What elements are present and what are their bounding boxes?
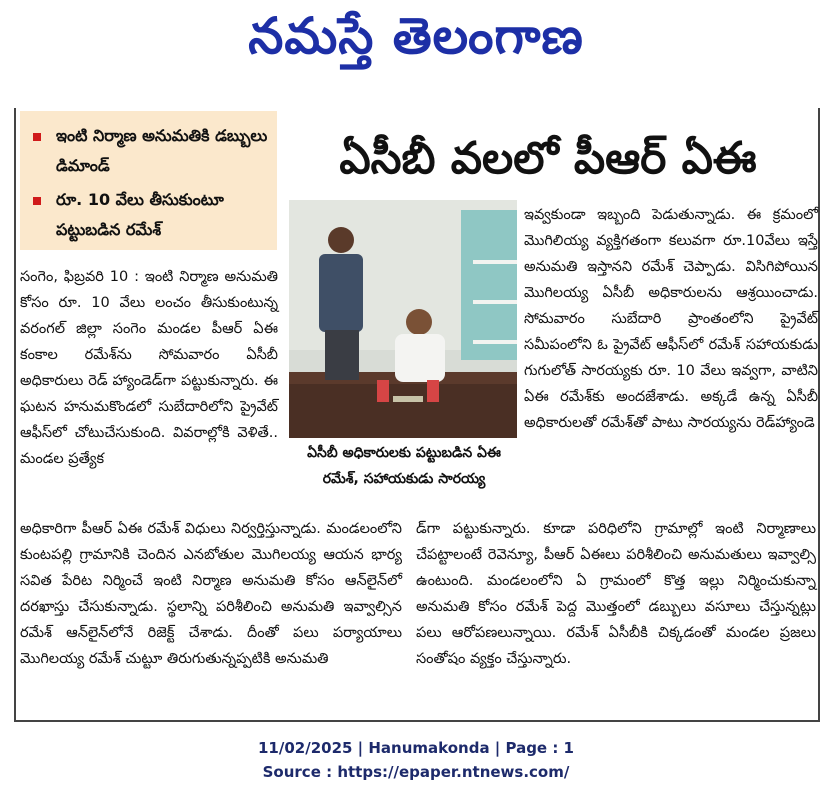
article-border-left bbox=[14, 108, 16, 720]
source-link[interactable]: Source : https://epaper.ntnews.com/ bbox=[262, 763, 570, 781]
highlights-box bbox=[20, 111, 277, 250]
photo-caption: ఏసీబీ అధికారులకు పట్టుబడిన ఏఈ రమేశ్, సహాయకుడు సారయ్య bbox=[307, 445, 501, 487]
article-body-bottom-left: అధికారిగా పీఆర్ ఏఈ రమేశ్ విధులు నిర్వర్తిస్తున్నాడు. మండలంలోని కుంటపల్లి గ్రామానికి చెందిన ఎనబోతుల మొగిలయ్య ఆయన భార్య సవిత పేరిట నిర్మించే ఇంటి నిర్మాణ అనుమతి కోసం ఆన్‌లైన్‌లో దరఖాస్తు చేసుకున్నాడు. స్థలాన్ని పరిశీలించి అనుమతి ఇవ్వాల్సిన రమేశ్ ఆన్‌లైన్‌లోనే రిజెక్ట్ చేశాడు. దీంతో పలు పర్యాయాలు మొగిలయ్య రమేశ్ చుట్టూ తిరుగుతున్నప్పటికి అనుమతి bbox=[20, 521, 402, 667]
bullet-square-icon bbox=[33, 133, 41, 141]
news-photo-image bbox=[289, 200, 517, 438]
edition-date-line: 11/02/2025 | Hanumakonda | Page : 1 bbox=[257, 739, 574, 757]
article-body-left-column: సంగెం, ఫిబ్రవరి 10 : ఇంటి నిర్మాణ అనుమతి కోసం రూ. 10 వేలు లంచం తీసుకుంటున్న వరంగల్ జిల్లా సంగెం మండల పీఆర్ ఏఈ కంకాల రమేశ్‌ను సోమవారం ఏసీబీ అధికారులు రెడ్ హ్యాండెడ్‌గా పట్టుకున్నారు. ఈ ఘటన హనుమకొండలో సుబేదారిలోని ప్రైవేట్ ఆఫీస్‌లో చోటుచేసుకుంది. వివరాల్లోకి వెళితే.. మండల ప్రత్యేక bbox=[20, 269, 278, 467]
bullet-square-icon bbox=[33, 197, 41, 205]
article-headline: ఏసీబీ వలలో పీఆర్ ఏఈ bbox=[339, 133, 757, 184]
article-body-right-column: ఇవ్వకుండా ఇబ్బంది పెడుతున్నాడు. ఈ క్రమంలో మొగిలియ్య వ్యక్తిగతంగా కలువగా రూ.10వేలు ఇస్తే అనుమతి ఇస్తానని రమేశ్ చెప్పాడు. విసిగిపోయిన మొగిలయ్య ఏసీబీ అధికారులను ఆశ్రయించాడు. సోమవారం సుబేదారి ప్రాంతంలోని ప్రైవేట్ సమీపంలోని ఓ ప్రైవేట్ ఆఫీస్‌లో రమేశ్ సహాయకుడు గుగులోత్ సారయ్యకు రూ. 10 వేలు ఇవ్వగా, వాటిని ఏఈ రమేశ్‌కు అందజేశాడు. అక్కడే ఉన్న ఏసీబీ అధికారులతో రమేశ్‌తో పాటు సారయ్యను రెడ్‌హ్యాండె bbox=[524, 207, 818, 431]
highlight-item bbox=[20, 185, 277, 247]
article-border-bottom bbox=[14, 720, 820, 722]
highlight-text: ఇంటి నిర్మాణ అనుమతికి డబ్బులు డిమాండ్ bbox=[56, 126, 268, 175]
article-body-bottom-right: డ్‌గా పట్టుకున్నారు. కూడా పరిధిలోని గ్రామాల్లో ఇంటి నిర్మాణాలు చేపట్టాలంటే రెవెన్యూ, పీఆర్ ఏఈలు పరిశీలించి అనుమతులు ఇవ్వాల్సి ఉంటుంది. మండలంలోని ఏ గ్రామంలో కొత్త ఇల్లు నిర్మించుకున్నా అనుమతి కోసం రమేశ్ పెద్ద మొత్తంలో డబ్బులు వసూలు చేస్తున్నట్లు పలు ఆరోపణలున్నాయి. రమేశ్ ఏసీబీకి చిక్కడంతో మండల ప్రజలు సంతోషం వ్యక్తం చేస్తున్నారు. bbox=[416, 521, 816, 667]
newspaper-masthead: నమస్తే తెలంగాణ bbox=[248, 7, 584, 65]
article-border-right bbox=[818, 108, 820, 720]
highlight-text: రూ. 10 వేలు తీసుకుంటూ పట్టుబడిన రమేశ్ bbox=[56, 190, 224, 239]
highlight-item bbox=[20, 121, 277, 183]
news-photo bbox=[289, 200, 517, 438]
